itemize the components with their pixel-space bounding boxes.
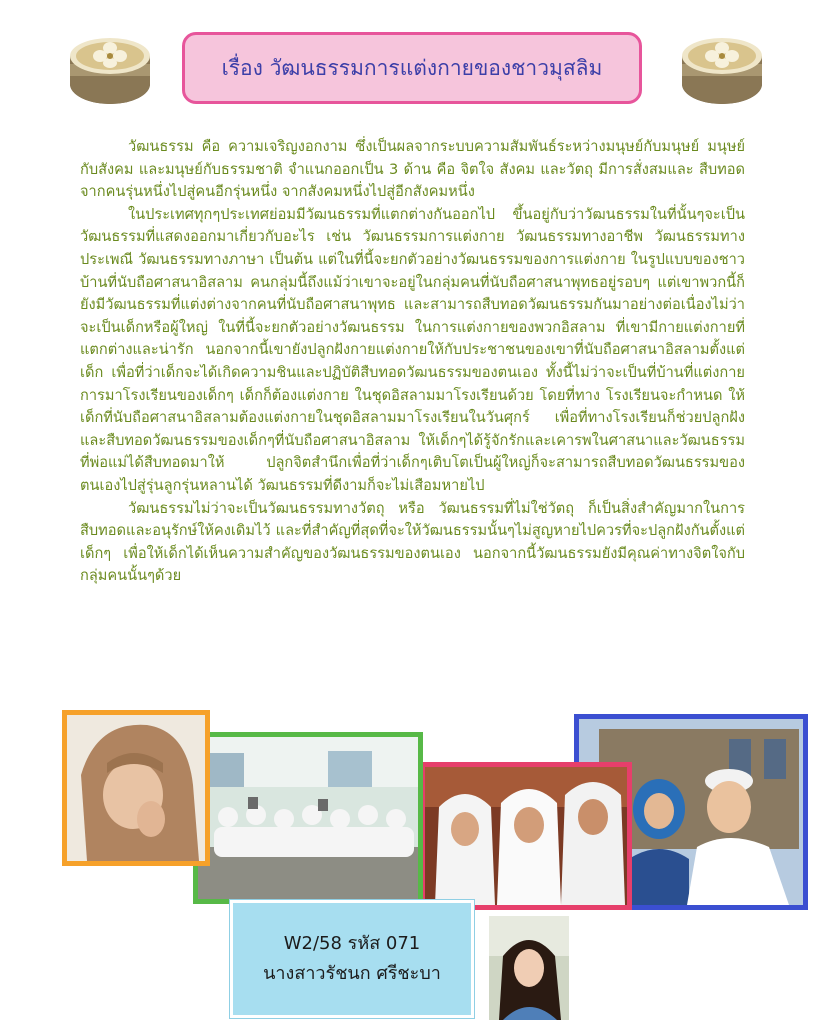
page-title: เรื่อง วัฒนธรรมการแต่งกายของชาวมุสลิม [221, 55, 603, 80]
paragraph-3: วัฒนธรรมไม่ว่าจะเป็นวัฒนธรรมทางวัตถุ หรือ วัฒนธรรมที่ไม่ใช่วัตถุ ก็เป็นสิ่งสำคัญมากในการสืบทอดและอนุรักษ์ให้คงเดิมไว้ และที่สำคัญที่สุดที่จะให้วัฒนธรรมนั้นๆไม่สูญหายไปควรที่จะปลูกฝังกันตั้งแต่เด็กๆ เพื่อให้เด็กได้เห็นความสำคัญของวัฒนธรรมของตนเอง นอกจากนี้วัฒนธรรมยังมีคุณค่าทางจิตใจกับกลุ่มคนนั้นๆด้วย [80, 499, 745, 585]
student-name: นางสาวรัชนก ศรีชะบา [263, 963, 441, 984]
article-body [80, 136, 745, 588]
student-code: W2/58 รหัส 071 [283, 933, 421, 954]
paragraph-2: ในประเทศทุกๆประเทศย่อมมีวัฒนธรรมที่แตกต่างกันออกไป ขึ้นอยู่กับว่าวัฒนธรรมในที่นั้นๆจะเป็นวัฒนธรรมที่แสดงออกมาเกี่ยวกับอะไร เช่น วัฒนธรรมการแต่งกาย วัฒนธรรมทางอาชีพ วัฒนธรรมทางประเพณี วัฒนธรรมทางภาษา เป็นต้น แต่ในที่นี้จะยกตัวอย่างวัฒนธรรมของการแต่งกาย ในรูปแบบของชาวบ้านที่นับถือศาสนาอิสลาม คนกลุ่มนี้ถึงแม้ว่าเขาจะอยู่ในกลุ่มคนที่นับถือศาสนาพุทธอยู่รอบๆ แต่เขาพวกนี้ก็ยังมีวัฒนธรรมที่แต่งต่างจากคนที่นับถือศาสนาพุทธ และสามารถสืบทอดวัฒนธรรมกันมาอย่างต่อเนื่องไม่ว่าจะเป็นเด็กหรือผู้ใหญ่ ในที่นี้จะยกตัวอย่างวัฒนธรรม ในการแต่งกายของพวกอิสลาม ที่เขามีกายแต่งกายที่แตกต่างและน่ารัก นอกจากนี้เขายังปลูกฝังกายแต่งกายให้กับประชาชนของเขาที่นับถือศาสนาอิสลามตั้งแต่เด็ก เพื่อที่ว่าเด็กจะได้เกิดความชินและปฏิบัติสืบทอดวัฒนธรรมของตนเอง ทั้งนี้ไม่ว่าจะเป็นที่บ้านที่แต่งกาย การมาโรงเรียนของเด็กๆ เด็กก็ต้องแต่งกาย ในชุดอิสลามมาโรงเรียนด้วย โดยที่ทาง โรงเรียนจะกำหนด ให้เด็กที่นับถือศาสนาอิสลามต้องแต่งกายในชุดอิสลามมาโรงเรียนในวันศุกร์ เพื่อที่ทางโรงเรียนก็ช่วยปลูกฝังและสืบทอดวัฒนธรรมของเด็กๆที่นับถือศาสนาอิสลาม ให้เด็กๆได้รู้จักรักและเคารพในศาสนาและวัฒนธรรมที่พ่อแม่ได้สืบทอดมาให้ ปลูกจิตสำนึกเพื่อที่ว่าเด็กๆเติบโตเป็นผู้ใหญ่ก็จะสามารถสืบทอดวัฒนธรรมของตนเองไปสู่รุ่นลูกรุ่นหลานได้ วัฒนธรรมที่ดีงามก็จะไม่เสือมหายไป [80, 205, 745, 494]
photo-girl-praying-orange-frame [62, 710, 210, 866]
title-banner [182, 32, 642, 104]
paragraph-1: วัฒนธรรม คือ ความเจริญงอกงาม ซึ่งเป็นผลจากระบบความสัมพันธ์ระหว่างมนุษย์กับมนุษย์ มนุษย์กับสังคม และมนุษย์กับธรรมชาติ จำแนกออกเป็น 3 ด้าน คือ จิตใจ สังคม และวัตถุ มีการสั่งสมและ สืบทอดจากคนรุ่นหนึ่งไปสู่คนอีกรุ่นหนึ่ง จากสังคมหนึ่งไปสู่อีกสังคมหนึ่ง [80, 138, 745, 201]
kufi-cap-icon-left [64, 22, 156, 108]
student-id-box [230, 900, 474, 1018]
photo-girls-red-frame [420, 762, 632, 910]
photo-classroom-green-frame [193, 732, 423, 904]
photo-student-portrait [489, 916, 569, 1020]
kufi-cap-icon-right [676, 22, 768, 108]
